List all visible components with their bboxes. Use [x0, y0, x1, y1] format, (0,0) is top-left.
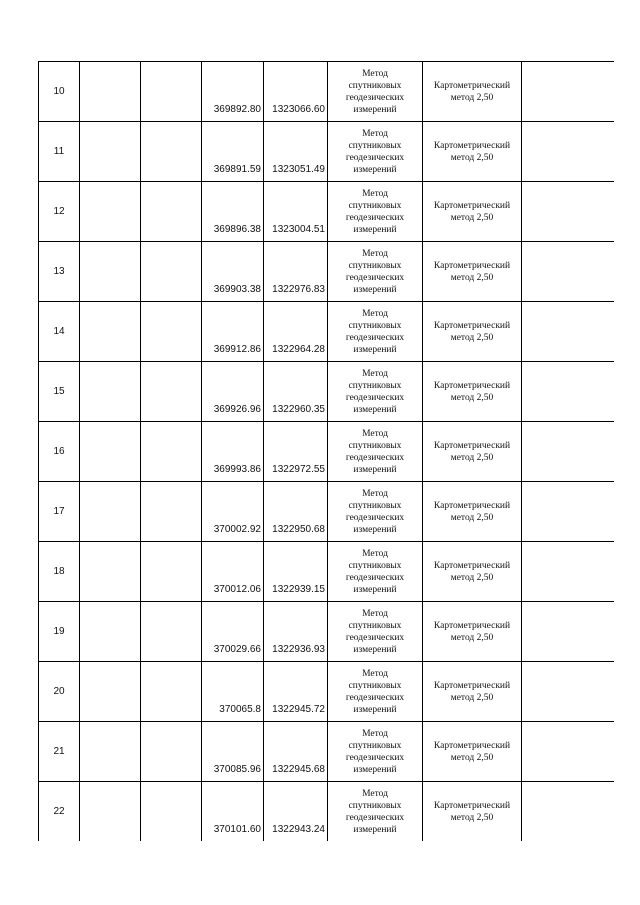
- method-text: измерений: [353, 585, 397, 595]
- empty-cell: [80, 482, 141, 542]
- method-cell: [328, 782, 423, 842]
- empty-cell: [80, 122, 141, 182]
- empty-cell: [80, 242, 141, 302]
- empty-cell: [80, 602, 141, 662]
- coordinate-y: 1322945.68: [264, 722, 328, 782]
- accuracy-text: Картометрический: [433, 81, 511, 91]
- accuracy-cell: [423, 302, 522, 362]
- accuracy-text: Картометрический: [433, 321, 511, 331]
- method-text: спутниковых: [348, 141, 402, 151]
- coordinate-x: 369891.59: [202, 122, 264, 182]
- method-text: измерений: [353, 405, 397, 415]
- method-text: измерений: [353, 705, 397, 715]
- empty-cell: [522, 422, 615, 482]
- empty-cell: [141, 722, 202, 782]
- coordinate-x: 370029.66: [202, 602, 264, 662]
- method-cell: [328, 302, 423, 362]
- empty-cell: [522, 722, 615, 782]
- table-row: [39, 542, 615, 602]
- empty-cell: [141, 422, 202, 482]
- table-body: [39, 62, 615, 842]
- empty-cell: [141, 62, 202, 122]
- accuracy-text: Картометрический: [433, 741, 511, 751]
- table-row: [39, 722, 615, 782]
- coordinates-table: [38, 61, 614, 841]
- accuracy-text: метод 2,50: [450, 693, 494, 703]
- point-number: 13: [39, 242, 80, 302]
- method-text: спутниковых: [348, 81, 402, 91]
- method-text: Метод: [362, 669, 388, 679]
- method-text: Метод: [362, 249, 388, 259]
- empty-cell: [80, 302, 141, 362]
- empty-cell: [522, 62, 615, 122]
- accuracy-text: метод 2,50: [450, 393, 494, 403]
- accuracy-text: метод 2,50: [450, 93, 494, 103]
- coordinate-y: 1322976.83: [264, 242, 328, 302]
- coordinates-table-page: [38, 61, 614, 841]
- method-text: Метод: [362, 429, 388, 439]
- method-text: геодезических: [345, 213, 405, 223]
- method-text: измерений: [353, 105, 397, 115]
- point-number: 10: [39, 62, 80, 122]
- method-text: спутниковых: [348, 681, 402, 691]
- accuracy-text: Картометрический: [433, 141, 511, 151]
- point-number: 19: [39, 602, 80, 662]
- table-row: [39, 122, 615, 182]
- point-number: 12: [39, 182, 80, 242]
- accuracy-text: метод 2,50: [450, 453, 494, 463]
- accuracy-cell: [423, 182, 522, 242]
- coordinate-x: 370101.60: [202, 782, 264, 842]
- table-row: [39, 422, 615, 482]
- method-text: спутниковых: [348, 261, 402, 271]
- empty-cell: [522, 482, 615, 542]
- empty-cell: [80, 422, 141, 482]
- accuracy-cell: [423, 782, 522, 842]
- method-cell: [328, 602, 423, 662]
- accuracy-text: метод 2,50: [450, 633, 494, 643]
- point-number: 21: [39, 722, 80, 782]
- method-text: геодезических: [345, 633, 405, 643]
- method-text: геодезических: [345, 813, 405, 823]
- accuracy-cell: [423, 482, 522, 542]
- method-cell: [328, 182, 423, 242]
- coordinate-y: 1322972.55: [264, 422, 328, 482]
- accuracy-cell: [423, 242, 522, 302]
- point-number: 17: [39, 482, 80, 542]
- method-text: геодезических: [345, 453, 405, 463]
- method-text: геодезических: [345, 513, 405, 523]
- accuracy-text: Картометрический: [433, 441, 511, 451]
- method-text: спутниковых: [348, 441, 402, 451]
- table-row: [39, 362, 615, 422]
- method-text: геодезических: [345, 153, 405, 163]
- method-text: спутниковых: [348, 381, 402, 391]
- table-row: [39, 242, 615, 302]
- coordinate-x: 369926.96: [202, 362, 264, 422]
- accuracy-text: Картометрический: [433, 381, 511, 391]
- coordinate-y: 1322939.15: [264, 542, 328, 602]
- empty-cell: [80, 782, 141, 842]
- method-cell: [328, 422, 423, 482]
- method-text: измерений: [353, 825, 397, 835]
- table-row: [39, 182, 615, 242]
- table-row: [39, 662, 615, 722]
- point-number: 11: [39, 122, 80, 182]
- accuracy-cell: [423, 542, 522, 602]
- coordinate-x: 369896.38: [202, 182, 264, 242]
- empty-cell: [80, 62, 141, 122]
- empty-cell: [141, 542, 202, 602]
- method-text: спутниковых: [348, 741, 402, 751]
- accuracy-cell: [423, 662, 522, 722]
- empty-cell: [522, 602, 615, 662]
- table-row: [39, 602, 615, 662]
- method-text: геодезических: [345, 753, 405, 763]
- coordinate-x: 369912.86: [202, 302, 264, 362]
- coordinate-y: 1322964.28: [264, 302, 328, 362]
- empty-cell: [80, 722, 141, 782]
- method-text: Метод: [362, 729, 388, 739]
- empty-cell: [522, 302, 615, 362]
- method-text: Метод: [362, 309, 388, 319]
- method-text: геодезических: [345, 573, 405, 583]
- accuracy-text: Картометрический: [433, 681, 511, 691]
- empty-cell: [522, 362, 615, 422]
- method-text: Метод: [362, 189, 388, 199]
- accuracy-cell: [423, 422, 522, 482]
- empty-cell: [141, 782, 202, 842]
- empty-cell: [522, 242, 615, 302]
- coordinate-x: 369993.86: [202, 422, 264, 482]
- accuracy-cell: [423, 602, 522, 662]
- method-text: геодезических: [345, 333, 405, 343]
- empty-cell: [141, 242, 202, 302]
- accuracy-text: Картометрический: [433, 801, 511, 811]
- point-number: 16: [39, 422, 80, 482]
- accuracy-text: метод 2,50: [450, 513, 494, 523]
- method-cell: [328, 362, 423, 422]
- accuracy-text: метод 2,50: [450, 753, 494, 763]
- method-text: геодезических: [345, 393, 405, 403]
- empty-cell: [522, 662, 615, 722]
- method-text: измерений: [353, 225, 397, 235]
- empty-cell: [141, 182, 202, 242]
- empty-cell: [141, 122, 202, 182]
- coordinate-y: 1322945.72: [264, 662, 328, 722]
- table-row: [39, 302, 615, 362]
- accuracy-text: Картометрический: [433, 561, 511, 571]
- point-number: 22: [39, 782, 80, 842]
- method-cell: [328, 722, 423, 782]
- table-row: [39, 782, 615, 842]
- coordinate-y: 1323051.49: [264, 122, 328, 182]
- method-text: спутниковых: [348, 201, 402, 211]
- empty-cell: [522, 122, 615, 182]
- method-text: измерений: [353, 345, 397, 355]
- point-number: 15: [39, 362, 80, 422]
- coordinate-x: 370002.92: [202, 482, 264, 542]
- empty-cell: [141, 482, 202, 542]
- method-cell: [328, 242, 423, 302]
- method-text: спутниковых: [348, 501, 402, 511]
- coordinate-y: 1322936.93: [264, 602, 328, 662]
- coordinate-x: 370065.8: [202, 662, 264, 722]
- method-text: геодезических: [345, 273, 405, 283]
- method-text: Метод: [362, 369, 388, 379]
- method-cell: [328, 122, 423, 182]
- method-text: геодезических: [345, 693, 405, 703]
- method-text: спутниковых: [348, 321, 402, 331]
- method-text: измерений: [353, 285, 397, 295]
- accuracy-text: Картометрический: [433, 621, 511, 631]
- empty-cell: [141, 602, 202, 662]
- empty-cell: [522, 542, 615, 602]
- empty-cell: [522, 782, 615, 842]
- method-cell: [328, 482, 423, 542]
- method-text: Метод: [362, 609, 388, 619]
- accuracy-text: метод 2,50: [450, 333, 494, 343]
- empty-cell: [141, 362, 202, 422]
- method-text: спутниковых: [348, 621, 402, 631]
- accuracy-text: Картометрический: [433, 201, 511, 211]
- method-cell: [328, 62, 423, 122]
- empty-cell: [80, 362, 141, 422]
- coordinate-x: 370012.06: [202, 542, 264, 602]
- method-text: измерений: [353, 765, 397, 775]
- accuracy-text: метод 2,50: [450, 153, 494, 163]
- coordinate-y: 1322960.35: [264, 362, 328, 422]
- empty-cell: [80, 542, 141, 602]
- accuracy-text: Картометрический: [433, 261, 511, 271]
- coordinate-y: 1323004.51: [264, 182, 328, 242]
- accuracy-text: метод 2,50: [450, 573, 494, 583]
- accuracy-cell: [423, 122, 522, 182]
- empty-cell: [141, 662, 202, 722]
- accuracy-text: Картометрический: [433, 501, 511, 511]
- table-row: [39, 62, 615, 122]
- method-text: спутниковых: [348, 561, 402, 571]
- coordinate-x: 369892.80: [202, 62, 264, 122]
- coordinate-y: 1322943.24: [264, 782, 328, 842]
- point-number: 20: [39, 662, 80, 722]
- method-cell: [328, 662, 423, 722]
- method-text: спутниковых: [348, 801, 402, 811]
- accuracy-text: метод 2,50: [450, 273, 494, 283]
- method-cell: [328, 542, 423, 602]
- accuracy-cell: [423, 722, 522, 782]
- method-text: измерений: [353, 465, 397, 475]
- coordinate-y: 1323066.60: [264, 62, 328, 122]
- empty-cell: [141, 302, 202, 362]
- method-text: Метод: [362, 549, 388, 559]
- method-text: Метод: [362, 489, 388, 499]
- method-text: измерений: [353, 165, 397, 175]
- accuracy-cell: [423, 362, 522, 422]
- point-number: 14: [39, 302, 80, 362]
- method-text: измерений: [353, 525, 397, 535]
- accuracy-text: метод 2,50: [450, 213, 494, 223]
- coordinate-x: 370085.96: [202, 722, 264, 782]
- coordinate-y: 1322950.68: [264, 482, 328, 542]
- method-text: геодезических: [345, 93, 405, 103]
- point-number: 18: [39, 542, 80, 602]
- method-text: Метод: [362, 69, 388, 79]
- method-text: Метод: [362, 789, 388, 799]
- empty-cell: [522, 182, 615, 242]
- table-row: [39, 482, 615, 542]
- empty-cell: [80, 182, 141, 242]
- accuracy-text: метод 2,50: [450, 813, 494, 823]
- method-text: Метод: [362, 129, 388, 139]
- method-text: измерений: [353, 645, 397, 655]
- accuracy-cell: [423, 62, 522, 122]
- empty-cell: [80, 662, 141, 722]
- coordinate-x: 369903.38: [202, 242, 264, 302]
